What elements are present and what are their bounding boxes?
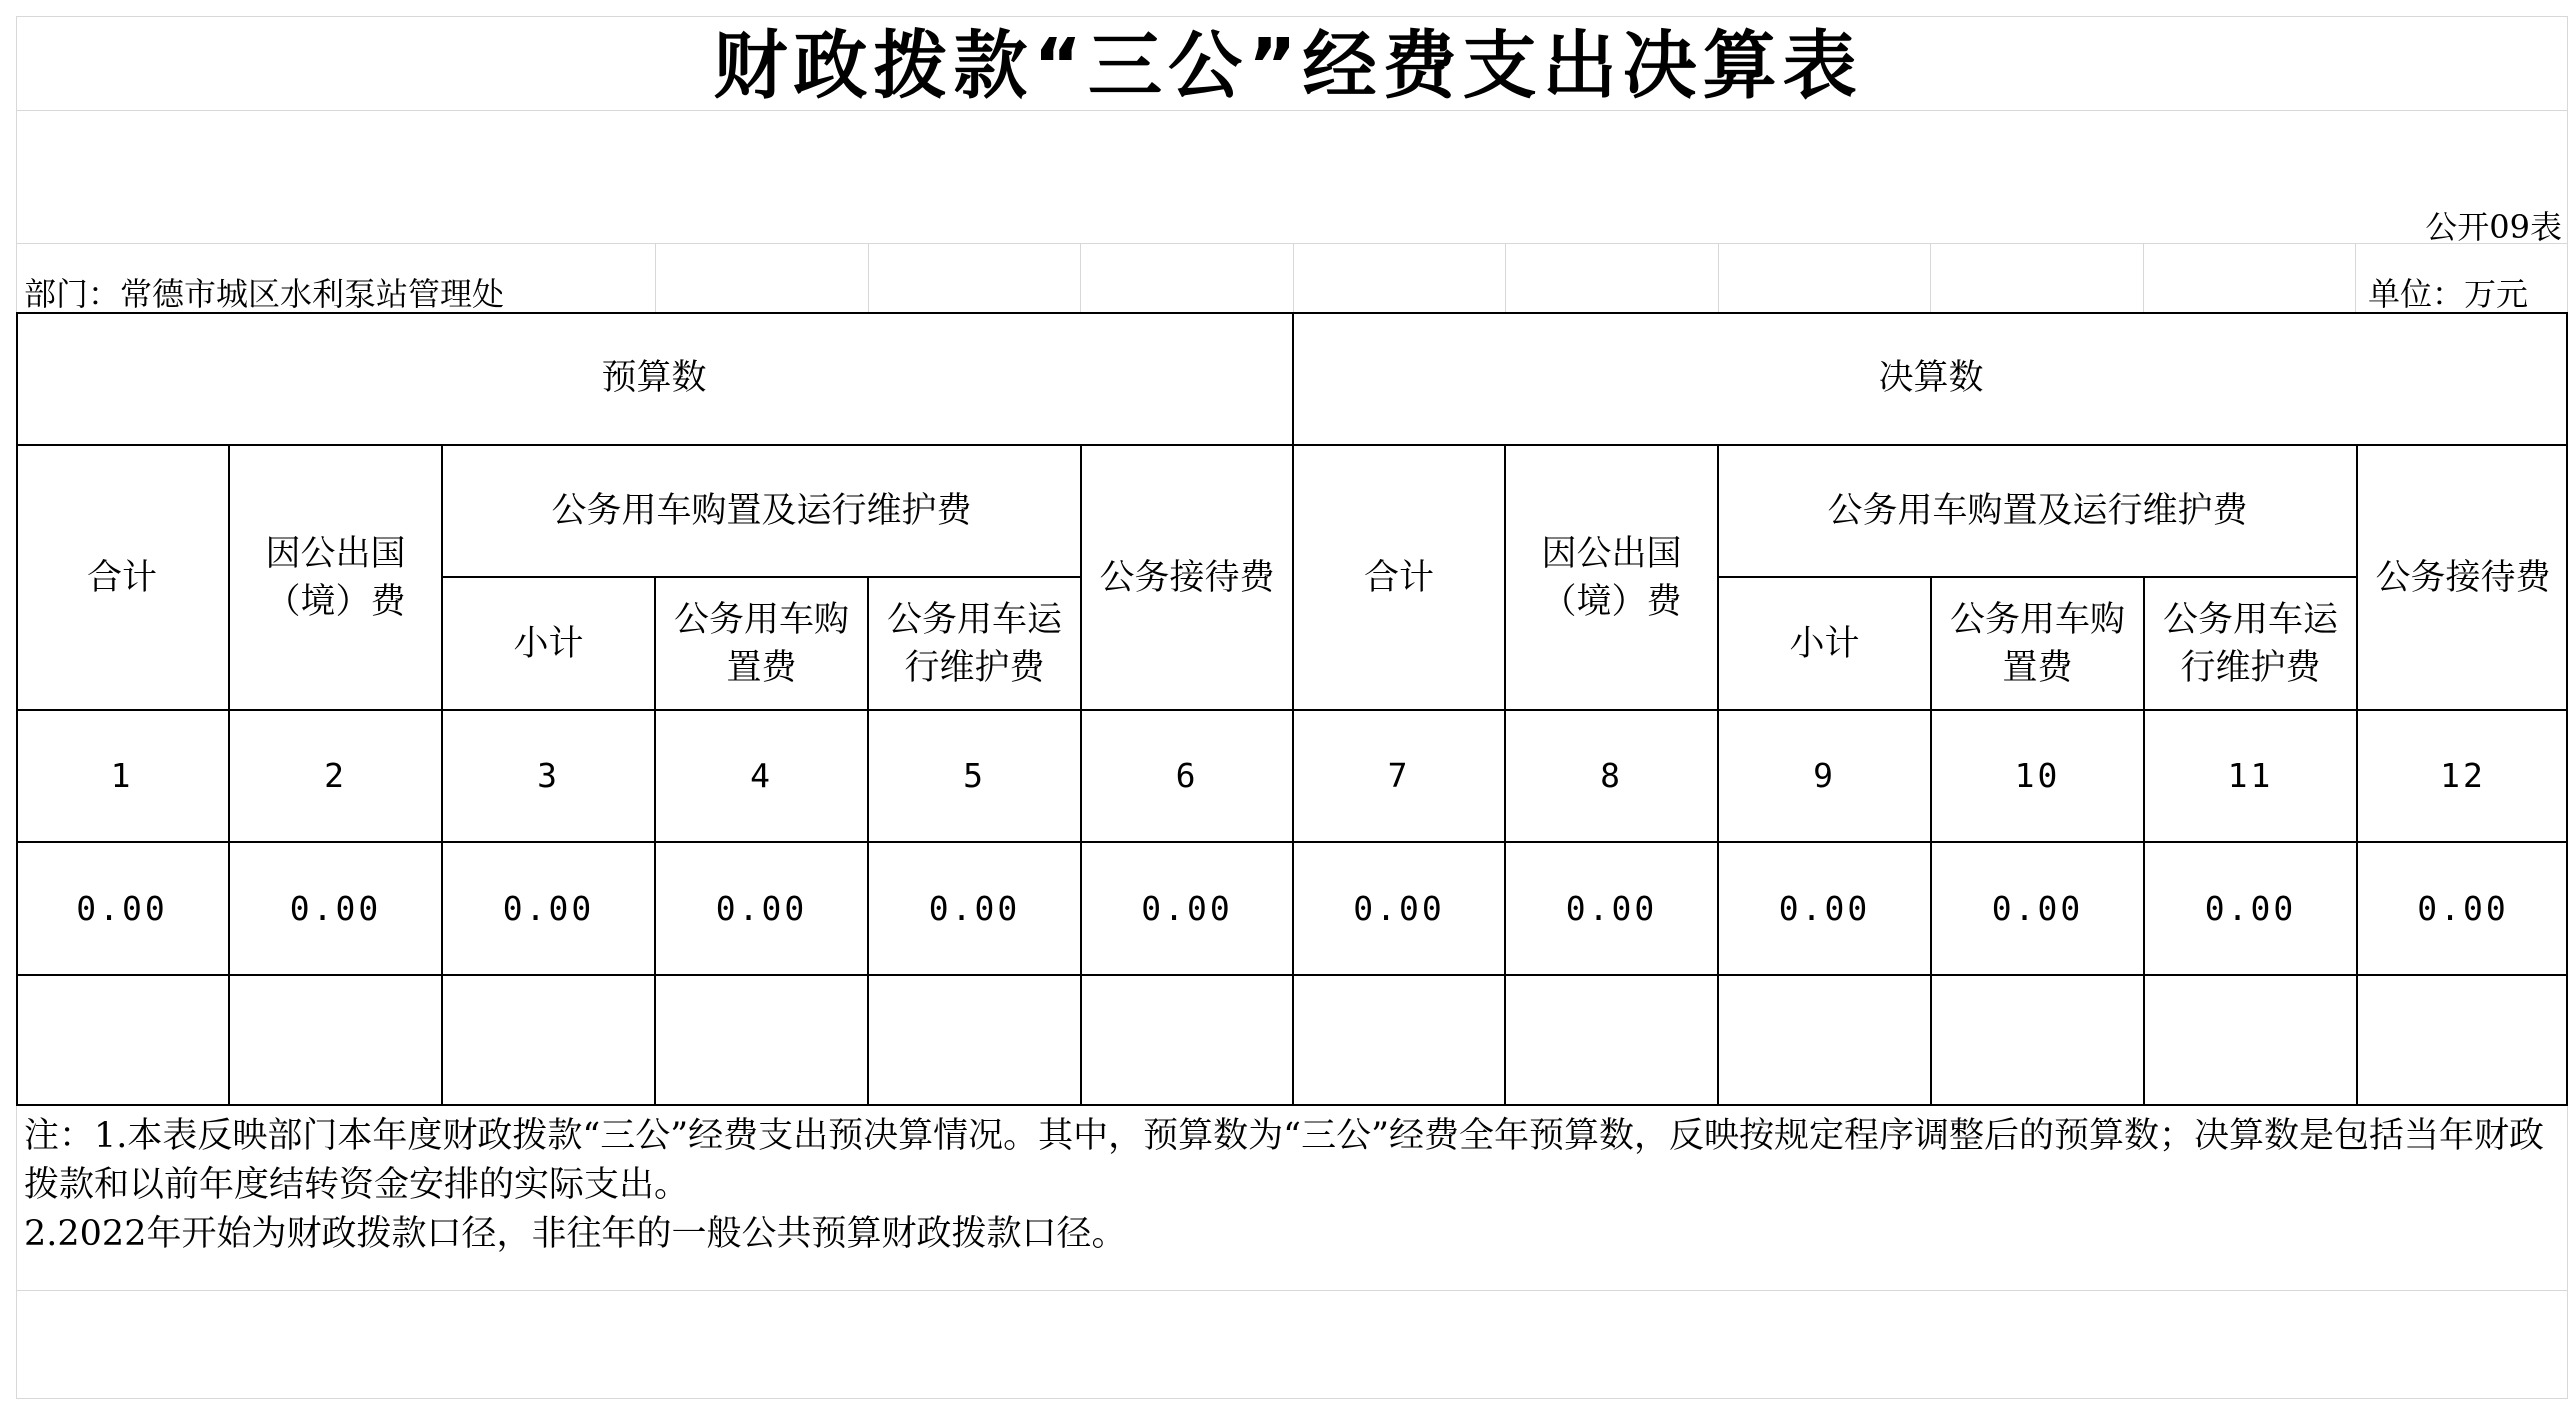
- value-cell: 0.00: [289, 888, 382, 928]
- header-vehicle-purchase: 公务用车购置费: [673, 599, 849, 688]
- header-reception: 公务接待费: [2375, 557, 2551, 598]
- note-1: 注：1.本表反映部门本年度财政拨款“三公”经费支出预决算情况。其中，预算数为“三公”经费全年预算数，反映按规定程序调整后的预算数；决算数是包括当年财政拨款和以前年度结转资金安排的实际支出。: [24, 1116, 2544, 1205]
- header-abroad: 因公出国（境）费: [1541, 533, 1682, 622]
- budget-group-header: 预算数: [601, 358, 707, 398]
- gridline: [1505, 243, 1506, 312]
- column-number: 5: [963, 756, 986, 795]
- note-2: 2.2022年开始为财政拨款口径，非往年的一般公共预算财政拨款口径。: [24, 1214, 1127, 1254]
- value-cell: 0.00: [1778, 888, 1871, 928]
- column-number: 10: [2014, 756, 2061, 795]
- gridline: [2143, 243, 2144, 312]
- column-number: 1: [110, 756, 134, 795]
- gridline: [1930, 243, 1931, 312]
- page-title: 财政拨款“三公”经费支出决算表: [713, 23, 1863, 109]
- value-cell: 0.00: [1141, 888, 1233, 928]
- value-cell: 0.00: [1565, 888, 1658, 928]
- column-number: 6: [1175, 756, 1199, 795]
- header-subtotal: 小计: [1789, 623, 1860, 664]
- unit-label: 单位：万元: [2367, 275, 2528, 313]
- header-abroad: 因公出国（境）费: [265, 533, 406, 622]
- table-rule: [16, 974, 2568, 976]
- column-number: 9: [1813, 756, 1836, 795]
- header-reception: 公务接待费: [1099, 557, 1275, 598]
- value-cell: 0.00: [2417, 888, 2509, 928]
- gridline: [1293, 243, 1294, 312]
- value-cell: 0.00: [1991, 888, 2084, 928]
- header-total: 合计: [86, 557, 157, 598]
- gridline: [868, 243, 869, 312]
- header-vehicle: 公务用车购置及运行维护费: [551, 491, 972, 531]
- gridline: [16, 1290, 2568, 1291]
- header-total: 合计: [1363, 557, 1434, 598]
- header-subtotal: 小计: [513, 623, 584, 664]
- column-number: 4: [750, 756, 773, 795]
- table-notes: [24, 1112, 2554, 1259]
- value-cell: 0.00: [928, 888, 1021, 928]
- header-vehicle: 公务用车购置及运行维护费: [1827, 491, 2248, 531]
- value-cell: 0.00: [76, 888, 168, 928]
- gridline: [16, 1398, 2568, 1399]
- gridline: [2355, 243, 2356, 312]
- column-number: 7: [1387, 756, 1411, 795]
- gridline: [655, 243, 656, 312]
- header-vehicle-operation: 公务用车运行维护费: [2162, 599, 2338, 688]
- value-cell: 0.00: [1353, 888, 1445, 928]
- gridline: [1080, 243, 1081, 312]
- value-cell: 0.00: [502, 888, 595, 928]
- column-number: 2: [324, 756, 347, 795]
- column-number: 8: [1600, 756, 1623, 795]
- column-number: 3: [537, 756, 560, 795]
- value-cell: 0.00: [2204, 888, 2297, 928]
- final-group-header: 决算数: [1878, 358, 1984, 398]
- gridline: [16, 243, 2568, 244]
- table-number: 公开09表: [2425, 208, 2562, 246]
- gridline: [1718, 243, 1719, 312]
- header-vehicle-operation: 公务用车运行维护费: [886, 599, 1062, 688]
- header-vehicle-purchase: 公务用车购置费: [1949, 599, 2125, 688]
- value-cell: 0.00: [715, 888, 808, 928]
- department-label: 部门：常德市城区水利泵站管理处: [24, 275, 505, 313]
- column-number: 11: [2227, 756, 2274, 795]
- column-number: 12: [2440, 756, 2486, 795]
